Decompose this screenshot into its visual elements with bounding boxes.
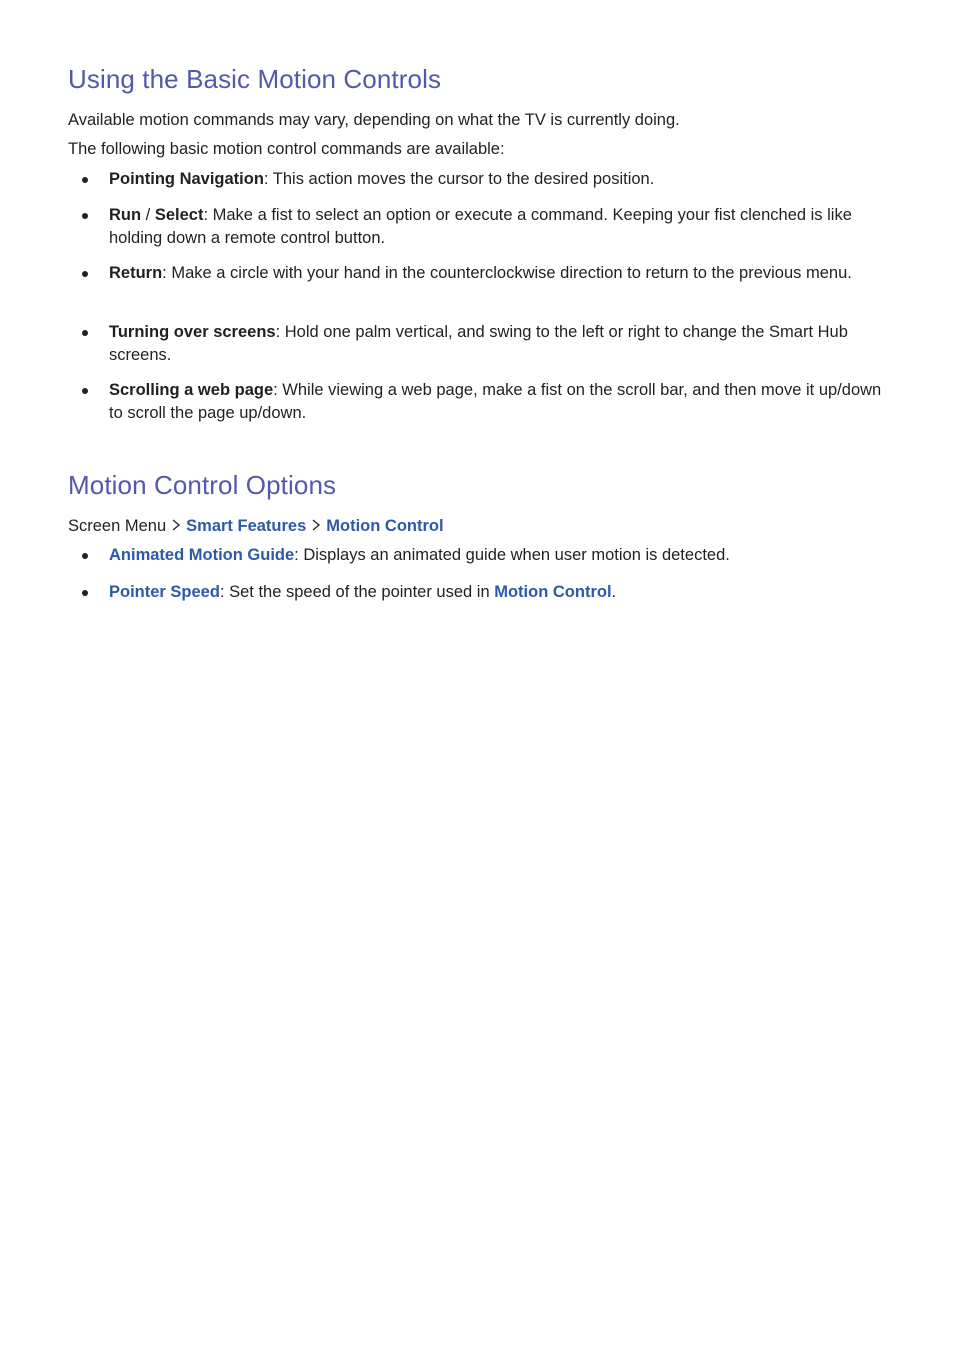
basic-commands-list-4 — [68, 321, 888, 366]
basic-commands-list-2 — [68, 204, 888, 249]
bullet-dot-icon — [82, 388, 88, 394]
list-item-scrolling-web-page — [68, 379, 888, 424]
chevron-right-icon — [169, 518, 183, 532]
list-item-pointer-speed — [68, 581, 888, 604]
desc-return: : Make a circle with your hand in the counterclockwise direction to return to the previous menu. — [162, 264, 852, 282]
link-motion-control[interactable]: Motion Control — [494, 583, 612, 601]
term-select: Select — [154, 206, 204, 224]
bullet-dot-icon — [82, 330, 88, 336]
options-list-2 — [68, 581, 888, 604]
bullet-dot-icon — [82, 271, 88, 277]
desc-pointer-speed: : Set the speed of the pointer used in — [219, 583, 495, 601]
breadcrumb — [68, 515, 444, 538]
intro-paragraph-2: The following basic motion control commands are available: — [68, 140, 505, 158]
option-pointer-speed[interactable]: Pointer Speed — [109, 583, 220, 601]
desc-pointing-navigation: : This action moves the cursor to the desired position. — [263, 170, 655, 188]
bullet-dot-icon — [82, 213, 88, 219]
term-scrolling-web-page: Scrolling a web page — [109, 381, 274, 399]
breadcrumb-motion-control[interactable]: Motion Control — [326, 517, 444, 535]
bullet-dot-icon — [82, 177, 88, 183]
bullet-dot-icon — [82, 553, 88, 559]
desc-run-select: : Make a fist to select an option or execute a command. Keeping your fist clenched is like holding down a remote control button. — [109, 206, 852, 247]
term-pointing-navigation: Pointing Navigation — [109, 170, 264, 188]
term-turning-over-screens: Turning over screens — [109, 323, 276, 341]
desc-pointer-speed-end: . — [611, 583, 617, 601]
desc-turning-over-screens: : Hold one palm vertical, and swing to the left or right to change the Smart Hub screens. — [109, 323, 848, 364]
chevron-right-icon — [309, 518, 323, 532]
basic-commands-list-3 — [68, 262, 888, 285]
breadcrumb-smart-features[interactable]: Smart Features — [186, 517, 307, 535]
term-return: Return — [109, 264, 163, 282]
term-separator: / — [141, 206, 155, 224]
basic-commands-list-5 — [68, 379, 888, 424]
bullet-dot-icon — [82, 590, 88, 596]
breadcrumb-root: Screen Menu — [68, 517, 167, 535]
list-item-animated-motion-guide — [68, 544, 888, 567]
basic-commands-list — [68, 168, 888, 191]
options-list — [68, 544, 888, 567]
section-heading-motion-control-options: Motion Control Options — [68, 470, 337, 500]
list-item-pointing-navigation — [68, 168, 888, 191]
desc-animated-motion-guide: : Displays an animated guide when user motion is detected. — [294, 546, 730, 564]
desc-scrolling-web-page: : While viewing a web page, make a fist on the scroll bar, and then move it up/down to scroll the page up/down. — [109, 381, 882, 422]
option-animated-motion-guide[interactable]: Animated Motion Guide — [109, 546, 295, 564]
term-run: Run — [109, 206, 142, 224]
section-heading-basic-motion-controls: Using the Basic Motion Controls — [68, 64, 442, 94]
list-item-turning-over-screens — [68, 321, 888, 366]
intro-paragraph-1: Available motion commands may vary, depending on what the TV is currently doing. — [68, 111, 680, 129]
list-item-run-select — [68, 204, 888, 249]
list-item-return — [68, 262, 888, 285]
